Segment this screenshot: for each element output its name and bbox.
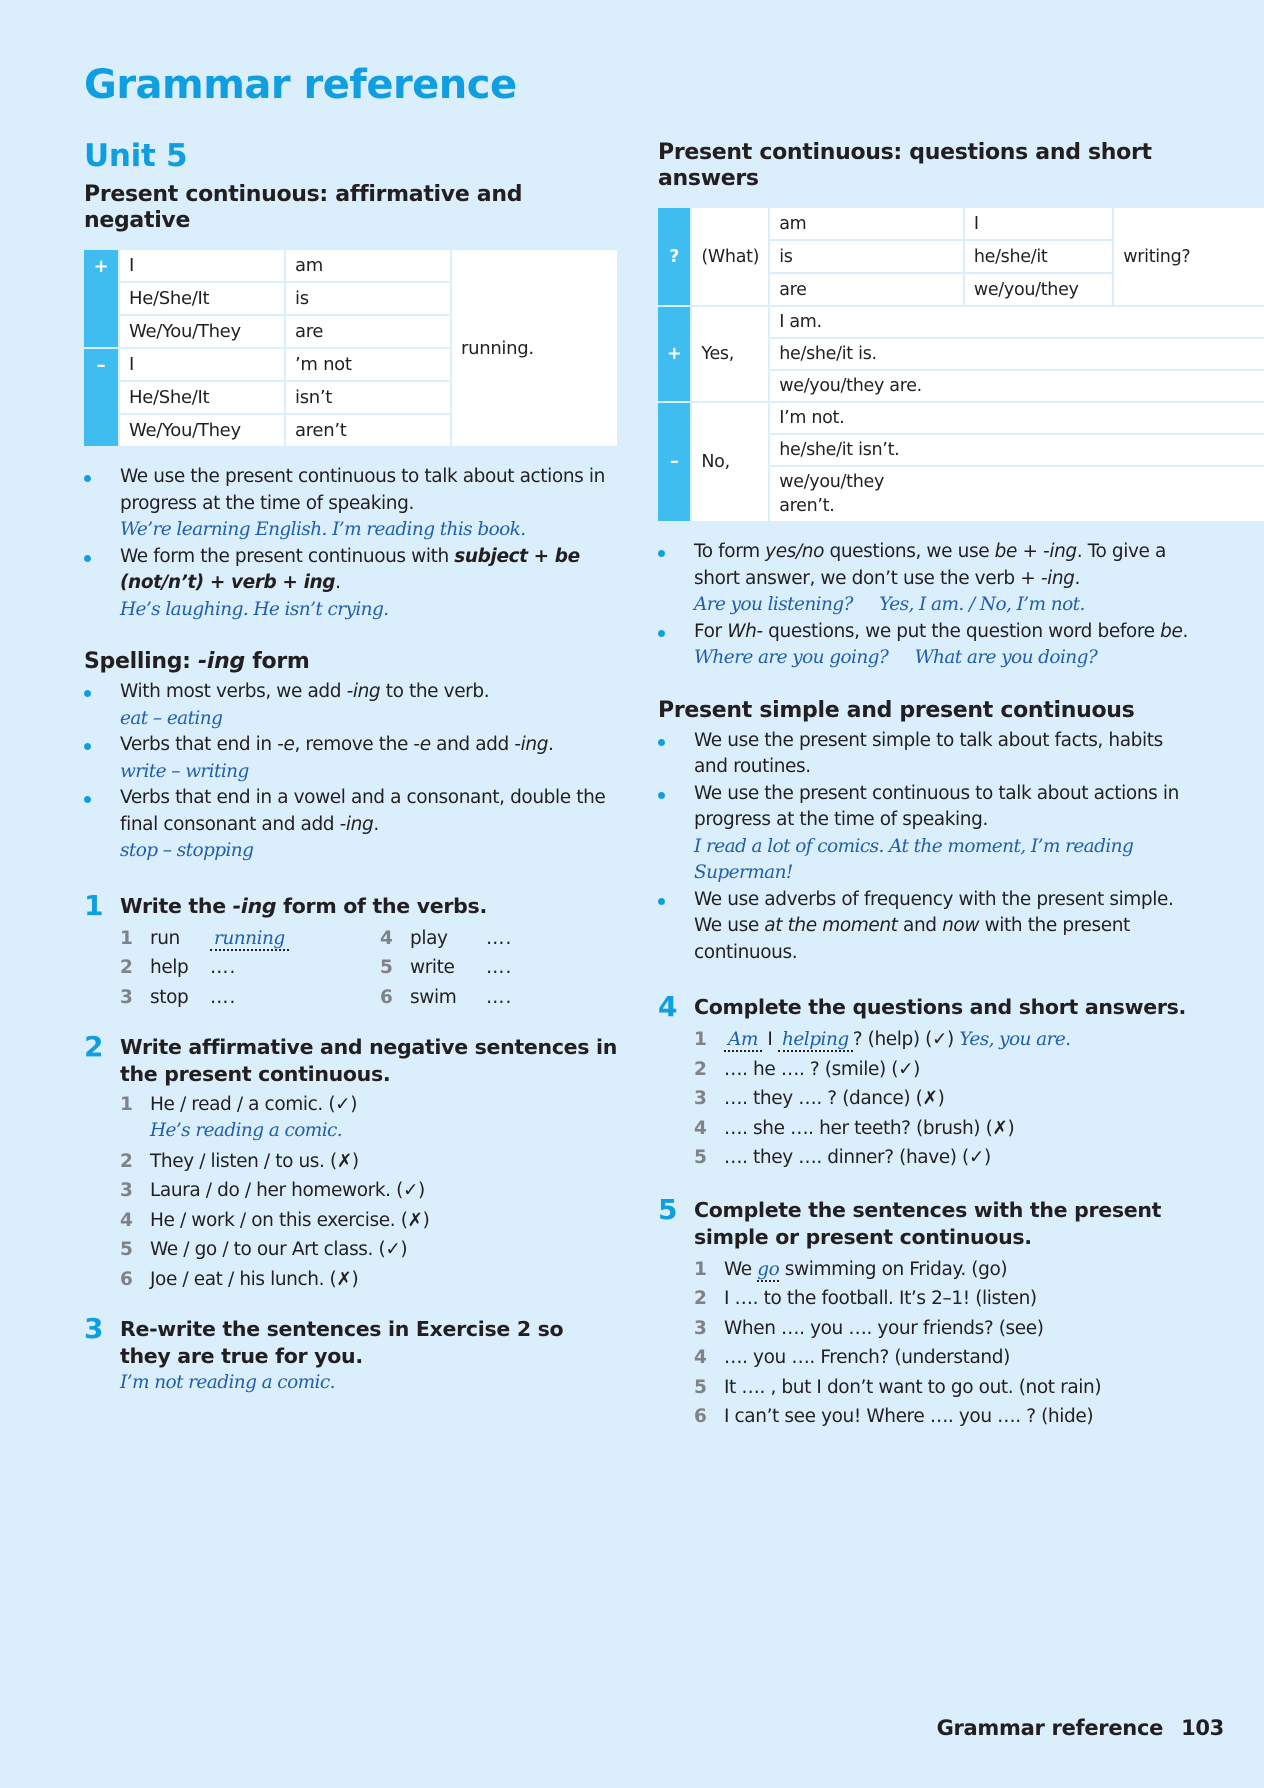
bullet-text: We form the present continuous with [120,545,455,567]
example-text: Where are you going? What are you doing? [694,647,1098,668]
list-item [380,953,580,983]
item-text: Joe / eat / his lunch. (✗) [150,1268,359,1290]
exercise-5 [658,1192,1193,1432]
item-text: He / read / a comic. (✓) [150,1094,358,1115]
item-number: 2 [694,1288,707,1309]
subject-cell: We/You/They [120,415,284,446]
bullet-icon [658,550,665,557]
list-item [84,785,619,865]
list-item [380,924,580,954]
bullet-text: e [283,734,295,755]
exercise-3 [84,1312,619,1397]
item-text: …. they …. ? (dance) (✗) [724,1088,945,1109]
item-number: 1 [120,927,133,949]
bullet-text: For [694,620,728,642]
verb-column-2 [380,924,580,1013]
answer-blank[interactable]: …. [486,986,513,1008]
item-number: 3 [120,1180,133,1201]
bullet-icon [658,792,665,799]
example-answer: He’s reading a comic. [150,1120,343,1141]
answer-cell: we/you/they are. [770,371,1264,401]
subject-cell: we/you/they [965,274,1112,305]
ending-cell: writing? [1114,208,1264,305]
item-number: 5 [380,957,393,978]
list-item [694,1114,1193,1144]
no-word: No, [692,403,768,521]
bullet-text: , remove the - [294,734,420,755]
bullet-icon [84,475,91,482]
title-part: Spelling: [84,649,199,674]
item-text: …. they …. dinner? (have) (✓) [724,1147,991,1168]
bullet-text: . [335,572,341,593]
list-item [694,1373,1193,1403]
bullet-text: to the verb. [380,681,490,702]
list-item [84,679,619,732]
answer-blank[interactable]: …. [486,957,513,978]
item-number: 2 [120,1150,133,1172]
verb-cell: ’m not [286,349,450,380]
verb-list [120,924,619,1013]
answer-cell: he/she/it is. [770,339,1264,369]
bullet-text: We use adverbs of frequency with the present simple. We use [694,888,1174,936]
item-number: 1 [694,1029,707,1050]
bullet-text: with the present continuous. [694,915,1130,963]
section-title-questions: Present continuous: questions and short answers [658,140,1152,191]
bullet-text: -ing [346,681,381,702]
bullet-text: yes/no [765,541,825,562]
item-text: It …. , but I don’t want to go out. (not rain) [724,1376,1102,1398]
section-title-affirmative-negative: Present continuous: affirmative and negative [84,182,523,233]
bullet-text: . [373,813,379,835]
list-item [694,1314,1193,1344]
table-row [658,403,1264,433]
list-item [120,1147,619,1177]
bullet-icon [658,630,665,637]
exercise-4 [658,990,1193,1173]
list-item [120,1206,619,1236]
list-item [694,1143,1193,1173]
answer-cell: we/you/they aren’t. [770,467,1264,521]
exercise-instruction [120,893,619,920]
bullet-text: and [897,915,943,936]
bullet-text: Verbs that end in - [120,734,284,755]
verb: help [150,957,189,978]
question-word: (What) [692,208,768,305]
verb-cell: isn’t [286,382,450,413]
bullet-text: questions, we use [824,541,995,562]
item-number: 2 [694,1058,707,1080]
bullet-text: Verbs that end in a vowel and a consonant, double the final consonant and add - [120,787,606,835]
item-number: 4 [694,1117,707,1139]
item-number: 4 [694,1347,707,1368]
example-text: I read a lot of comics. At the moment, I’m reading Superman! [694,835,1134,883]
bullet-text: Wh- [727,620,763,642]
example-text: Are you listening? Yes, I am. / No, I’m not. [694,594,1085,615]
exercise-instruction: Complete the sentences with the present simple or present continuous. [694,1197,1162,1249]
page-number: 103 [1181,1716,1224,1740]
list-item [694,1025,1193,1055]
verb-cell: are [286,316,450,347]
list-item [120,924,380,954]
item-number: 6 [380,986,393,1008]
example-text: He’s laughing. He isn’t crying. [120,598,389,620]
exercise-instruction: Write affirmative and negative sentences in the present continuous. [120,1035,618,1086]
item-text: Laura / do / her homework. (✓) [150,1180,425,1201]
list-item [380,983,580,1013]
exercise-number: 3 [84,1312,104,1345]
bullet-text: e [419,734,431,755]
item-number: 6 [120,1268,133,1290]
bullet-icon [84,690,91,697]
bullet-text: ing [520,734,549,755]
instruction-part: Write the [120,893,233,918]
bullet-text: now [942,915,980,936]
item-text: swimming on Friday. (go) [779,1258,1008,1280]
subject-cell: I [965,208,1112,239]
item-text: When …. you …. your friends? (see) [724,1317,1044,1339]
list-item [658,781,1193,887]
item-number: 1 [120,1094,133,1115]
list-item [84,464,619,544]
list-item [694,1055,1193,1085]
verb: stop [150,986,189,1008]
subject-cell: He/She/It [120,382,284,413]
left-column [84,138,619,1397]
questions-table [656,206,1264,523]
questions-bullets [658,539,1193,672]
bullet-icon [658,739,665,746]
bullet-text: We use the present continuous to talk about actions in progress at the time of speaking. [120,466,605,514]
item-number: 3 [694,1088,707,1109]
bullet-text: . To give a short answer, we don’t use the verb + [694,541,1166,589]
bullet-text: We use the present continuous to talk about actions in progress at the time of speaking. [694,782,1179,830]
item-number: 3 [120,986,133,1008]
exercise-instruction: Complete the questions and short answers. [694,995,1187,1019]
page-footer [937,1716,1224,1740]
example-text: stop – stopping [120,840,254,861]
yes-word: Yes, [692,307,768,401]
instruction-part: form of the verbs. [276,893,487,918]
item-text: We [724,1258,758,1280]
list-item [120,983,380,1013]
example-text: eat – eating [120,707,223,729]
item-text: I can’t see you! Where …. you …. ? (hide) [724,1406,1094,1427]
subject-cell: We/You/They [120,316,284,347]
list-item [658,887,1193,967]
list-item [120,1092,619,1145]
answer-blank[interactable]: running [210,928,289,951]
exercise-2 [84,1030,619,1294]
list-item [694,1402,1193,1432]
exercise-1 [84,888,619,1013]
list-item [84,544,619,624]
example-text: write – writing [120,760,249,782]
unit-title: Unit 5 [84,138,188,174]
instruction-part: -ing [232,893,277,918]
page-title: Grammar reference [84,62,517,108]
list-item [658,619,1193,672]
bullet-text: and add - [430,734,521,755]
verb-cell: aren’t [286,415,450,446]
ending-cell: running. [452,250,617,446]
bullet-icon [84,796,91,803]
answer-blank[interactable]: Am [724,1029,762,1052]
right-column [658,140,1193,1432]
list-item [694,1284,1193,1314]
answer-blank[interactable]: …. [486,927,513,949]
verb: run [150,927,180,949]
verb-cell: am [770,208,963,239]
plus-sign: + [84,250,118,347]
minus-sign: – [658,403,690,521]
item-number: 5 [120,1239,133,1260]
verb: play [410,927,448,949]
bullet-text: -ing [1040,567,1075,589]
item-number: 5 [694,1147,707,1168]
list-item [120,1176,619,1206]
answer-blank[interactable]: helping [778,1029,853,1052]
answer-cell: I’m not. [770,403,1264,433]
subject-cell: I [120,250,284,281]
subject-cell: he/she/it [965,241,1112,272]
verb-cell: am [286,250,450,281]
example-answer: I’m not reading a comic. [120,1372,335,1393]
bullet-text: . [548,734,554,755]
item-text: He / work / on this exercise. (✗) [150,1209,430,1231]
exercise-number: 2 [84,1030,104,1063]
bullet-text: be + -ing [994,541,1077,562]
exercise-number: 1 [84,888,104,922]
item-number: 2 [120,957,133,978]
item-text: …. she …. her teeth? (brush) (✗) [724,1117,1015,1139]
list-item [120,1235,619,1265]
list-item [694,1343,1193,1373]
exercise-number: 5 [658,1192,678,1226]
item-number: 4 [380,927,393,949]
spelling-bullets [84,679,619,865]
item-number: 5 [694,1376,707,1398]
verb-cell: is [770,241,963,272]
list-item [120,953,380,983]
bullet-text: To form [694,541,766,562]
simple-continuous-bullets [658,728,1193,967]
verb: write [410,957,455,978]
item-text: I [761,1029,778,1050]
title-part: -ing [198,649,245,674]
item-number: 4 [120,1209,133,1231]
item-text: ? (help) (✓) [852,1029,960,1050]
table-row [658,208,1264,239]
bullet-icon [84,555,91,562]
question-sign: ? [658,208,690,305]
footer-label: Grammar reference [936,1716,1164,1740]
exercise-instruction: Re-write the sentences in Exercise 2 so they are true for you. [120,1317,564,1368]
bullet-text: . [1182,620,1188,642]
answer-cell: he/she/it isn’t. [770,435,1264,465]
list-item [694,1255,1193,1285]
answer-blank[interactable]: …. [210,957,237,978]
bullet-icon [658,898,665,905]
bullet-text: questions, we put the question word before [762,620,1161,642]
item-number: 3 [694,1317,707,1339]
example-answer: Yes, you are. [959,1029,1071,1050]
affirmative-negative-table [82,248,619,448]
list-item [84,732,619,785]
verb-column-1 [120,924,380,1013]
bullet-text: . [1074,567,1080,589]
bullet-text: be [1160,620,1183,642]
item-text: …. he …. ? (smile) (✓) [724,1058,920,1080]
item-number: 1 [694,1258,707,1280]
bullet-text: We use the present simple to talk about facts, habits and routines. [694,729,1163,777]
item-text: They / listen / to us. (✗) [150,1150,359,1172]
answer-blank[interactable]: go [757,1258,780,1280]
list-item [694,1084,1193,1114]
section-title-spelling [84,649,619,675]
subject-cell: I [120,349,284,380]
item-text: I …. to the football. It’s 2–1! (listen) [724,1288,1037,1309]
verb-cell: are [770,274,963,305]
table-row [658,307,1264,337]
table-row [84,250,617,281]
minus-sign: – [84,349,118,446]
answer-blank[interactable]: …. [210,986,237,1008]
subject-cell: He/She/It [120,283,284,314]
title-part: form [244,649,310,674]
bullet-icon [84,743,91,750]
bullet-text: ing [345,813,374,835]
item-number: 6 [694,1406,707,1427]
item-text: …. you …. French? (understand) [724,1347,1010,1368]
list-item [658,539,1193,619]
verb: swim [410,986,457,1008]
plus-sign: + [658,307,690,401]
answer-cell: I am. [770,307,1264,337]
example-text: We’re learning English. I’m reading this book. [120,519,526,540]
formula-text: subject + be (not/n’t) + verb + ing [120,545,580,593]
item-text: We / go / to our Art class. (✓) [150,1239,408,1260]
list-item [120,1265,619,1295]
affirmative-negative-bullets [84,464,619,623]
list-item [658,728,1193,781]
exercise-number: 4 [658,990,678,1023]
section-title-simple-vs-continuous: Present simple and present continuous [658,697,1135,723]
verb-cell: is [286,283,450,314]
bullet-text: at the moment [764,915,898,936]
bullet-text: With most verbs, we add [120,681,347,702]
